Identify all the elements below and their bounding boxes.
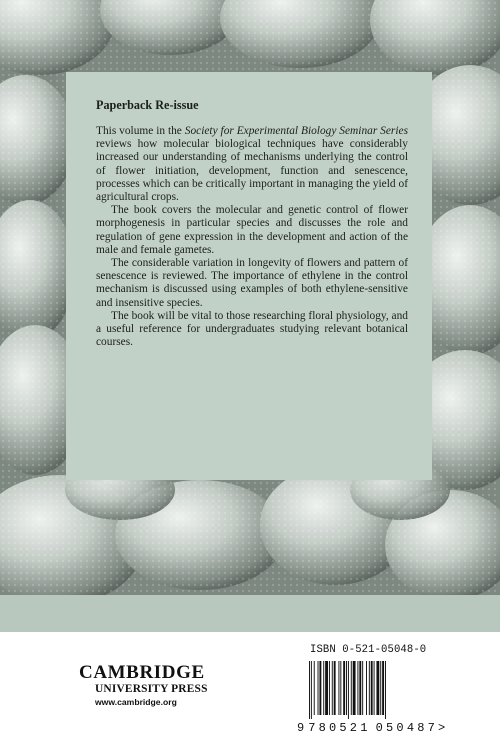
barcode-bar (369, 661, 370, 715)
barcode-bar (348, 661, 349, 719)
publisher-subtitle: UNIVERSITY PRESS (95, 683, 208, 695)
barcode-bar (325, 661, 328, 715)
barcode-bar (359, 661, 361, 715)
barcode-first-digit: 9 (297, 721, 305, 735)
barcode-bar (329, 661, 330, 715)
barcode-arrow: > (438, 721, 446, 735)
blurb-paragraph-1 (96, 125, 408, 204)
barcode-bar (376, 661, 379, 715)
barcode-bar (380, 661, 381, 715)
barcode-bar (357, 661, 358, 715)
blurb-paragraph-4: The book will be vital to those researching floral physiology, and a useful reference for undergraduates studying relevant botanical courses. (96, 309, 408, 349)
barcode-bar (346, 661, 347, 715)
barcode-bar (318, 661, 319, 715)
barcode-left-group: 780521 (308, 721, 371, 735)
publisher-logo (79, 662, 209, 708)
series-title: Society for Experimental Biology Seminar Series (184, 125, 408, 137)
blurb-p1-intro: This volume in the (96, 125, 185, 137)
publisher-name: CAMBRIDGE (79, 662, 205, 683)
isbn-barcode (297, 661, 446, 735)
barcode-bar (309, 661, 310, 719)
barcode-bar (374, 661, 375, 715)
barcode-bar (334, 661, 336, 715)
barcode-right-group: 050487 (375, 721, 439, 735)
blurb-paragraph-3: The considerable variation in longevity of flowers and pattern of senescence is reviewed. The importance of ethylene in the control mechanism is discussed using examples of both ethylene-sensitive and insensitive species. (96, 257, 408, 309)
barcode-bars (309, 661, 417, 719)
barcode-bar (351, 661, 352, 715)
isbn-label: ISBN 0-521-05048-0 (310, 644, 427, 656)
blurb-heading: Paperback Re-issue (96, 98, 199, 112)
blurb-p1-rest: reviews how molecular biological techniques have considerably increased our understanding of mechanisms underlying the control of flower initiation, development, function and senescence, processes which can be critically important in managing the yield of agricultural crops. (96, 138, 408, 204)
barcode-bar (311, 661, 312, 719)
footer-strip (0, 632, 500, 750)
barcode-bar (343, 661, 345, 715)
barcode-bar (332, 661, 333, 715)
blurb-paragraph-2: The book covers the molecular and genetic control of flower morphogenesis in particular species and discusses the role and regulation of gene expression in the development and action of the male and female gametes. (96, 204, 408, 256)
barcode-digits (297, 721, 446, 735)
barcode-bar (340, 661, 341, 715)
publisher-url: www.cambridge.org (95, 697, 177, 707)
barcode-bar (382, 661, 384, 715)
blurb-panel (66, 72, 432, 480)
barcode-bar (366, 661, 367, 715)
barcode-bar (371, 661, 373, 715)
barcode-bar (362, 661, 363, 715)
barcode-bar (323, 661, 324, 715)
color-band (0, 595, 500, 632)
barcode-bar (353, 661, 356, 715)
barcode-bar (319, 661, 321, 715)
barcode-bar (338, 661, 339, 715)
barcode-bar (314, 661, 315, 715)
barcode-bar (385, 661, 386, 719)
